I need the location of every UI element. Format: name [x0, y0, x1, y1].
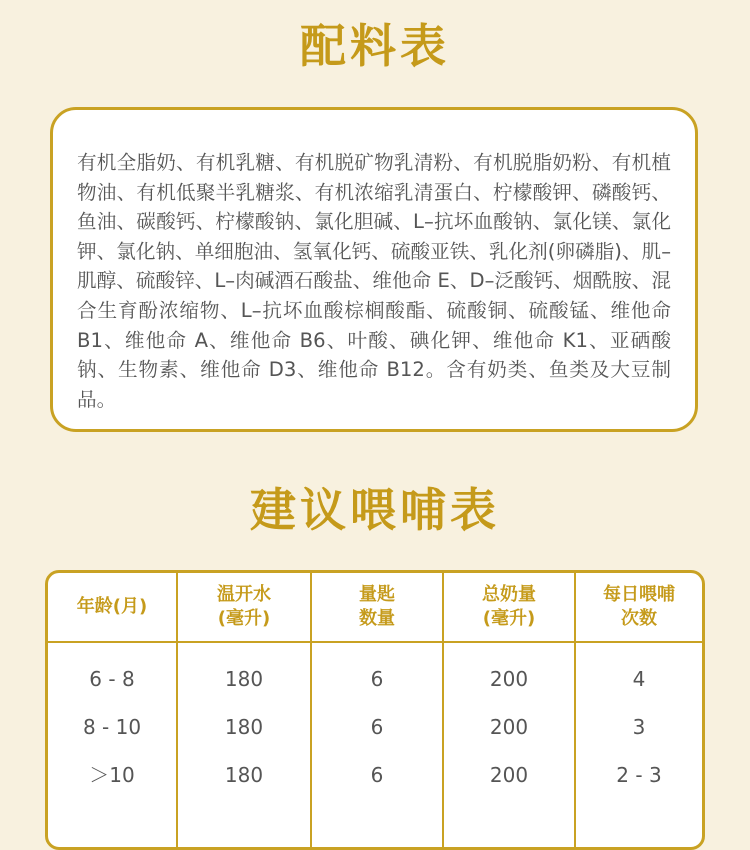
cell-scoops: 6 [370, 715, 384, 739]
column-scoops [312, 643, 444, 850]
cell-times: 2 - 3 [616, 763, 662, 787]
cell-age: ＞10 [89, 763, 135, 787]
cell-times: 3 [632, 715, 646, 739]
header-age-line1: 年龄(月) [76, 596, 148, 617]
header-times-line2: 次数 [621, 608, 657, 629]
feeding-title: 建议喂哺表 [250, 483, 500, 537]
cell-total: 200 [489, 715, 529, 739]
header-scoops [312, 573, 444, 641]
cell-scoops: 6 [370, 763, 384, 787]
cell-total: 200 [489, 763, 529, 787]
header-age [48, 573, 178, 641]
header-times-line1: 每日喂哺 [603, 584, 675, 605]
cell-total: 200 [489, 667, 529, 691]
cell-water: 180 [224, 667, 264, 691]
column-water [178, 643, 312, 850]
header-scoops-line2: 数量 [359, 608, 395, 629]
header-water-line1: 温开水 [217, 584, 271, 605]
cell-age: 6 - 8 [89, 667, 135, 691]
column-age [48, 643, 178, 850]
header-scoops-line1: 量匙 [359, 584, 395, 605]
header-total-line1: 总奶量 [482, 584, 536, 605]
header-times [576, 573, 702, 641]
header-water-line2: (毫升) [217, 608, 271, 629]
ingredients-text: 有机全脂奶、有机乳糖、有机脱矿物乳清粉、有机脱脂奶粉、有机植物油、有机低聚半乳糖浆、有机浓缩乳清蛋白、柠檬酸钾、磷酸钙、鱼油、碳酸钙、柠檬酸钠、氯化胆碱、L–抗坏血酸钠、氯化镁、氯化钾、氯化钠、单细胞油、氢氧化钙、硫酸亚铁、乳化剂(卵磷脂)、肌–肌醇、硫酸锌、L–肉碱酒石酸盐、维他命 E、D–泛酸钙、烟酰胺、混合生育酚浓缩物、L–抗坏血酸棕榈酸酯、硫酸铜、硫酸锰、维他命 B1、维他命 A、维他命 B6、叶酸、碘化钾、维他命 K1、亚硒酸钠、生物素、维他命 D3、维他命 B12。含有奶类、鱼类及大豆制品。 [77, 151, 671, 411]
feeding-table [45, 570, 705, 850]
cell-water: 180 [224, 715, 264, 739]
cell-age: 8 - 10 [82, 715, 142, 739]
header-total-line2: (毫升) [482, 608, 536, 629]
ingredients-title: 配料表 [300, 19, 450, 73]
table-body [48, 643, 702, 850]
cell-water: 180 [224, 763, 264, 787]
table-header [48, 573, 702, 643]
column-times [576, 643, 702, 850]
cell-times: 4 [632, 667, 646, 691]
header-water [178, 573, 312, 641]
cell-scoops: 6 [370, 667, 384, 691]
header-total [444, 573, 576, 641]
ingredients-box [50, 107, 698, 432]
column-total [444, 643, 576, 850]
